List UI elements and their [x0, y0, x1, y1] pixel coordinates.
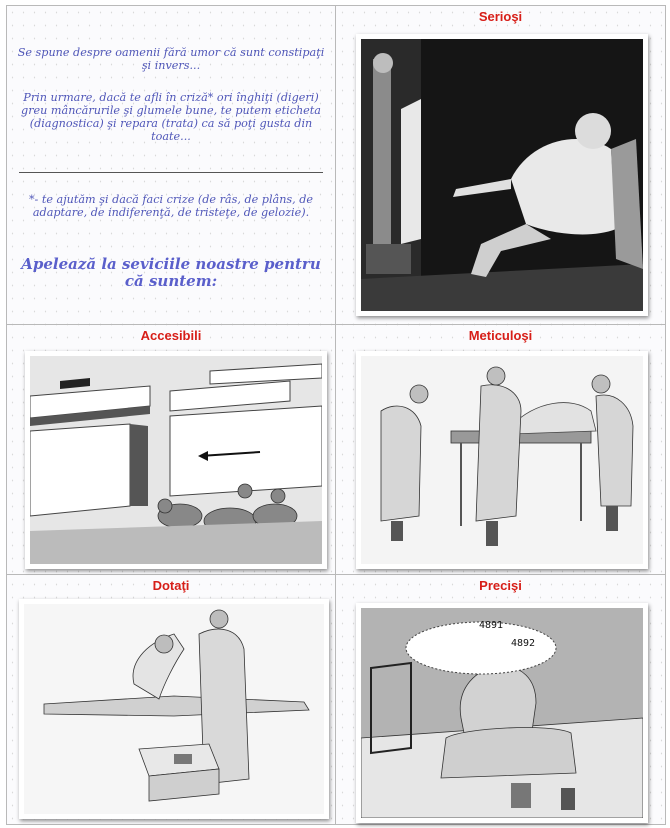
panel-dotati — [7, 575, 335, 824]
panel-title: Meticuloşi — [468, 328, 533, 343]
page-grid — [6, 5, 666, 825]
panel-title: Serioşi — [478, 9, 523, 24]
sleepless-patient-counting-illustration — [356, 603, 648, 823]
intro-footnote: *- te ajutăm şi dacă faci crize (de râs, de plâns, de adaptare, de indiferenţă, de tristeţe, de gelozie). — [28, 193, 314, 219]
intro-paragraph-1: Se spune despre oamenii fără umor că sunt constipaţi şi invers... — [17, 46, 325, 72]
intro-paragraph-2: Prin urmare, dacă te afli în criză* ori înghiţi (digeri) greu mâncărurile şi glumele bune, te putem eticheta (diagnostica) şi repara (trata) ca să poţi gusta din toate... — [21, 91, 321, 143]
panel-title: Precişi — [479, 578, 522, 593]
intro-divider — [19, 172, 323, 173]
panel-title: Accesibili — [140, 328, 202, 343]
panel-precisi — [336, 575, 665, 824]
call-to-action: Apelează la seviciile noastre pentru că suntem: — [21, 255, 321, 290]
surgeon-toolbox-illustration — [19, 599, 329, 819]
thought-bubble-line-1: 4891 — [479, 620, 504, 631]
laughing-doctor-illustration — [356, 34, 648, 316]
panel-serios — [336, 6, 665, 324]
doctors-examining-patient-illustration — [356, 351, 648, 569]
panel-accesibili — [7, 325, 335, 574]
panel-title: Dotaţi — [152, 578, 190, 593]
maze-crawling-patients-illustration — [25, 351, 327, 569]
panel-meticulosi — [336, 325, 665, 574]
intro-cell — [7, 6, 335, 324]
thought-bubble-line-2: 4892 — [511, 638, 536, 649]
